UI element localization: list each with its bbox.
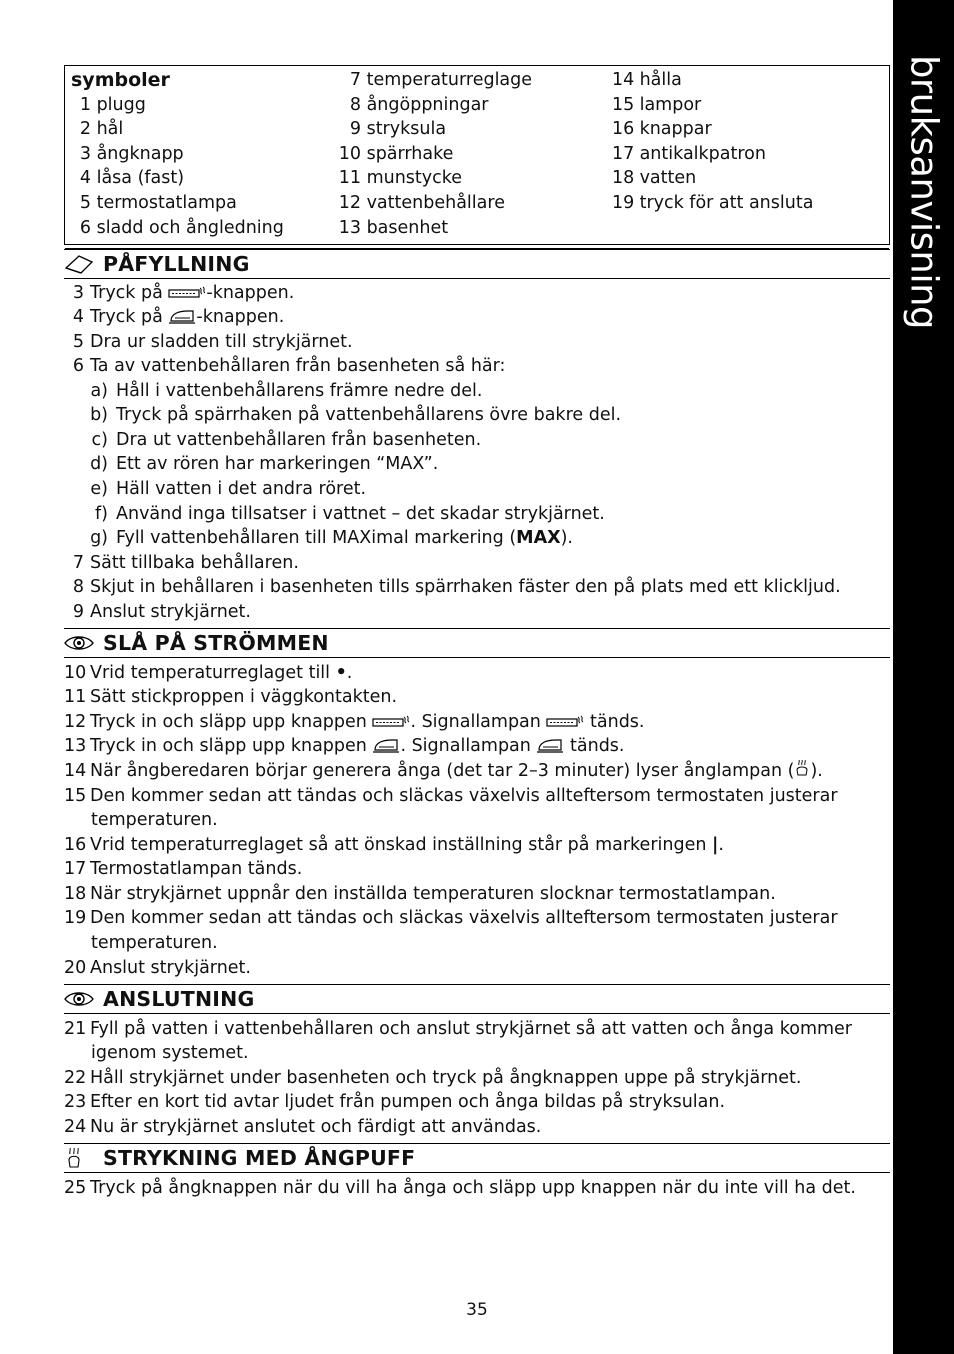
list-item: 16 Vrid temperaturreglaget så att önskad inställning står på markeringen |. — [64, 835, 724, 855]
symbols-column-3 — [612, 68, 813, 216]
steam-button-icon — [168, 286, 206, 300]
section-header-steam — [64, 1143, 890, 1173]
list-item: c) Dra ut vattenbehållaren från basenheten. — [91, 430, 482, 450]
section-title: PÅFYLLNING — [103, 252, 250, 276]
iron-lamp-icon — [536, 737, 564, 753]
symbols-legend — [64, 65, 890, 245]
list-item: 6 Ta av vattenbehållaren från basenheten så här: — [72, 356, 506, 376]
steam-icon — [64, 1147, 94, 1169]
list-item: 11 Sätt stickproppen i väggkontakten. — [64, 687, 398, 707]
section-header-fill — [64, 249, 890, 279]
list-item: d) Ett av rören har markeringen “MAX”. — [90, 454, 439, 474]
list-item: 19 tryck för att ansluta — [612, 192, 814, 213]
section-title: STRYKNING MED ÅNGPUFF — [103, 1146, 416, 1170]
list-item: 14 När ångberedaren börjar generera ånga (det tar 2–3 minuter) lyser ånglampan ( ). — [64, 761, 823, 781]
list-item: 9 stryksula — [349, 119, 447, 140]
list-item: 21 Fyll på vatten i vattenbehållaren och anslut strykjärnet så att vatten och ånga kommer — [64, 1019, 852, 1039]
list-item: 17 antikalkpatron — [612, 143, 766, 164]
list-item: 15 Den kommer sedan att tändas och släckas växelvis allteftersom termostaten justerar — [64, 786, 838, 806]
sidebar-title: bruksanvisning — [902, 54, 945, 330]
list-item: 10 spärrhake — [338, 143, 454, 164]
list-item: 8 Skjut in behållaren i basenheten tills spärrhaken fäster den på plats med ett klickljud. — [72, 577, 841, 597]
list-item-continuation: igenom systemet. — [91, 1043, 249, 1063]
list-item: 6 sladd och ångledning — [79, 217, 284, 238]
list-item: 18 När strykjärnet uppnår den inställda temperaturen slocknar termostatlampan. — [64, 884, 776, 904]
symbols-column-2 — [335, 68, 532, 240]
list-item: 4 låsa (fast) — [79, 168, 185, 189]
eye-icon — [64, 988, 94, 1010]
eraser-icon — [64, 253, 94, 275]
list-item: a) Håll i vattenbehållarens främre nedre del. — [90, 381, 483, 401]
steam-lamp-icon — [794, 760, 810, 778]
list-item: 13 basenhet — [338, 217, 449, 238]
list-item: 7 temperaturreglage — [349, 70, 533, 90]
list-item: 24 Nu är strykjärnet anslutet och färdigt att användas. — [64, 1117, 542, 1137]
list-item: 5 termostatlampa — [79, 192, 237, 213]
iron-button-icon — [168, 308, 196, 324]
list-item: 13 Tryck in och släpp upp knappen . Signallampan tänds. — [64, 736, 625, 756]
list-item: 14 hålla — [612, 70, 682, 90]
list-item: 10 Vrid temperaturreglaget till •. — [64, 663, 353, 683]
list-item: 11 munstycke — [338, 168, 463, 189]
list-item: 4 Tryck på -knappen. — [72, 307, 285, 327]
list-item: 12 Tryck in och släpp upp knappen . Signallampan tänds. — [64, 712, 645, 732]
list-item: 17 Termostatlampan tänds. — [64, 859, 303, 879]
section-header-power — [64, 628, 890, 658]
list-item: 20 Anslut strykjärnet. — [64, 958, 251, 978]
sidebar-tab — [893, 0, 954, 1354]
steam-button-icon — [372, 715, 410, 729]
list-item: 22 Håll strykjärnet under basenheten och tryck på ångknappen uppe på strykjärnet. — [64, 1068, 802, 1088]
list-item: 25 Tryck på ångknappen när du vill ha ånga och släpp upp knappen när du inte vill ha det. — [64, 1178, 856, 1198]
list-item-continuation: temperaturen. — [91, 933, 218, 953]
list-item: 18 vatten — [612, 168, 697, 189]
list-item: 12 vattenbehållare — [338, 192, 505, 213]
steam-lamp-icon — [546, 715, 584, 729]
symbols-heading: symboler — [71, 69, 170, 91]
list-item: 15 lampor — [612, 94, 702, 115]
list-item: f) Använd inga tillsatser i vattnet – det skadar strykjärnet. — [95, 504, 605, 524]
list-item: g) Fyll vattenbehållaren till MAXimal markering (MAX). — [90, 528, 573, 548]
list-item: 3 Tryck på -knappen. — [72, 283, 295, 303]
section-title: ANSLUTNING — [103, 987, 255, 1011]
list-item: 1 plugg — [79, 94, 146, 115]
list-item: b) Tryck på spärrhaken på vattenbehållarens övre bakre del. — [90, 405, 622, 425]
section-title: SLÅ PÅ STRÖMMEN — [103, 631, 329, 655]
list-item: 23 Efter en kort tid avtar ljudet från pumpen och ånga bildas på stryksulan. — [64, 1092, 726, 1112]
eye-icon — [64, 632, 94, 654]
iron-button-icon — [372, 737, 400, 753]
list-item: 2 hål — [79, 119, 124, 140]
list-item: 16 knappar — [612, 119, 712, 140]
page-number: 35 — [466, 1300, 488, 1320]
list-item-continuation: temperaturen. — [91, 810, 218, 830]
list-item: 5 Dra ur sladden till strykjärnet. — [72, 332, 353, 352]
list-item: 7 Sätt tillbaka behållaren. — [72, 553, 299, 573]
section-header-connect — [64, 984, 890, 1014]
list-item: 9 Anslut strykjärnet. — [72, 602, 251, 622]
list-item: 3 ångknapp — [79, 143, 184, 164]
list-item: 19 Den kommer sedan att tändas och släckas växelvis allteftersom termostaten justerar — [64, 908, 838, 928]
list-item: e) Häll vatten i det andra röret. — [90, 479, 367, 499]
list-item: 8 ångöppningar — [349, 94, 489, 115]
symbols-column-1 — [71, 68, 284, 240]
